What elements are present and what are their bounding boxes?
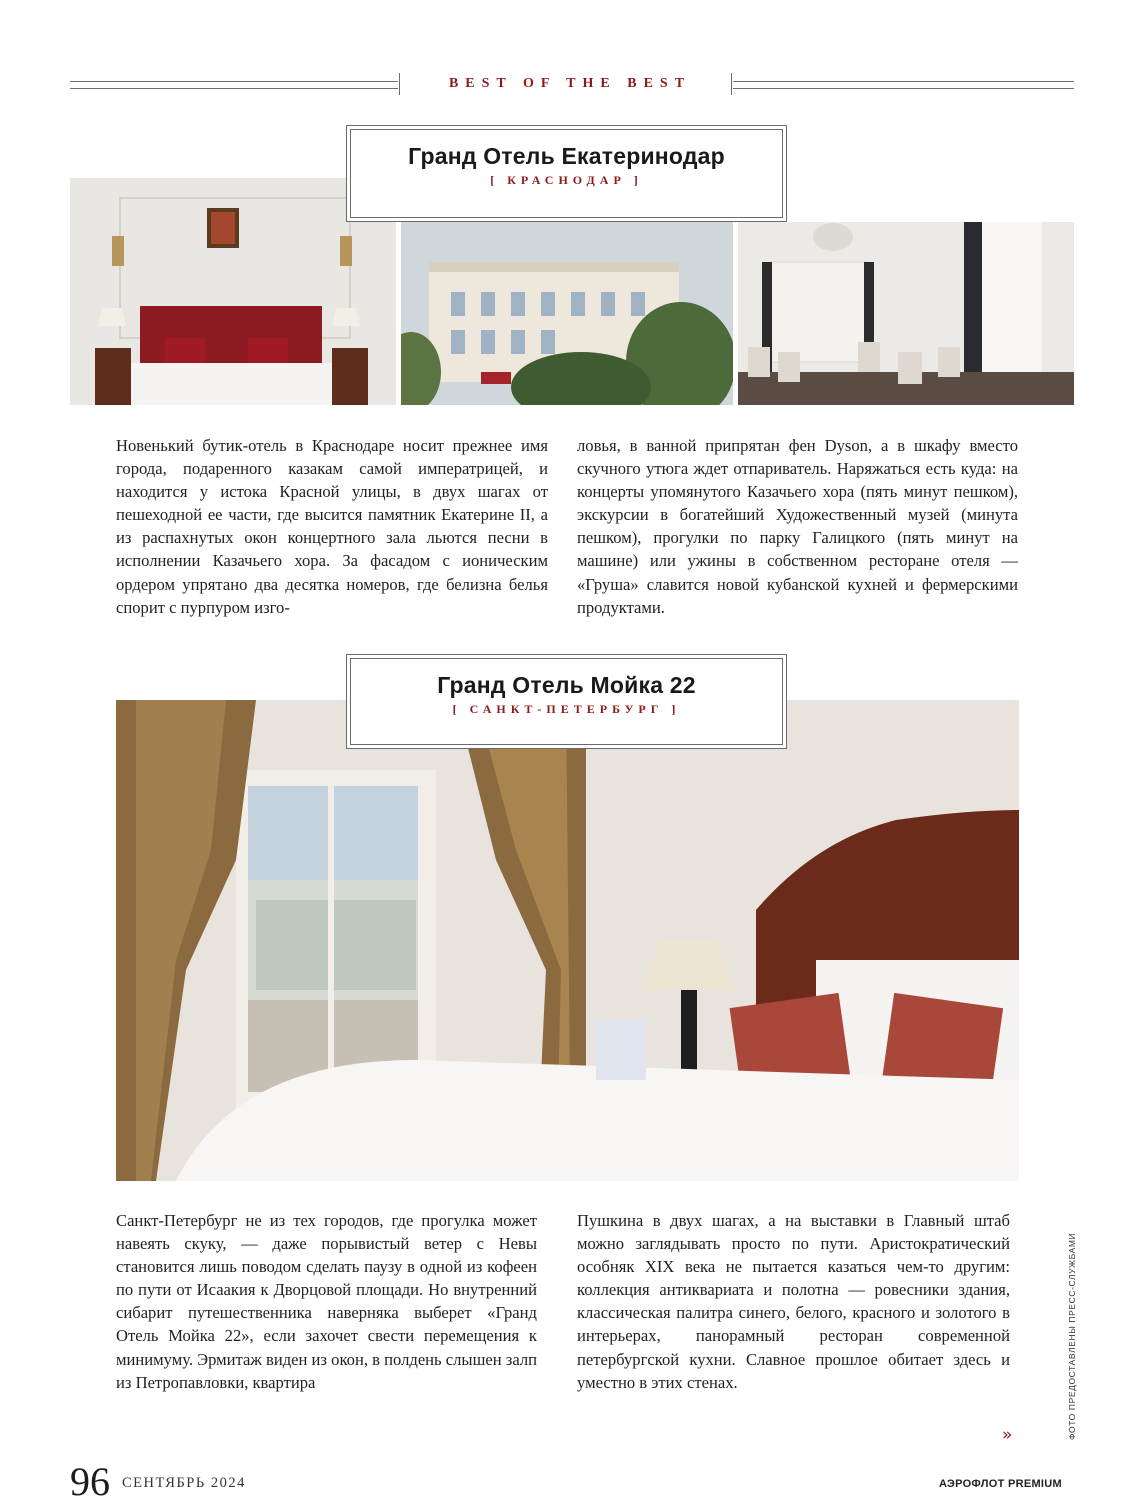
- hotel2-name: Гранд Отель Мойка 22: [437, 672, 696, 698]
- hotel2-text-col2: [577, 1209, 1010, 1394]
- restaurant-photo: [738, 222, 1074, 405]
- moika-bedroom-photo: [116, 700, 1019, 1181]
- hotel1-title-box: [350, 129, 783, 218]
- header-rule-tick-right: [731, 73, 732, 95]
- hotel1-text-col2: [577, 434, 1018, 619]
- hotel2-city: [ САНКТ-ПЕТЕРБУРГ ]: [452, 702, 681, 716]
- hotel1-paragraph-1: Новенький бутик-отель в Краснодаре носит прежнее имя города, подаренного казакам самой императрицей, и находится у истока Красной улицы, в двух шагах от пешеходной ее части, где высится памятник Екатерине II, а из распахнутых окон концертного зала льются песни в исполнении Казачьего хора. За фасадом с ионическим ордером упрятано два десятка номеров, где белизна белья спорит с пурпуром изго-: [116, 436, 548, 617]
- continue-arrow-icon: »: [1002, 1425, 1013, 1445]
- bedroom-photo: [70, 178, 396, 405]
- page-number: 96: [70, 1459, 110, 1504]
- photo-credit: ФОТО ПРЕДОСТАВЛЕНЫ ПРЕСС-СЛУЖБАМИ: [1067, 1232, 1077, 1440]
- hotel1-text-col1: [116, 434, 548, 619]
- hotel2-text-col1: [116, 1209, 537, 1394]
- hotel2-paragraph-2: Пушкина в двух шагах, а на выставки в Главный штаб можно заглядывать просто по пути. Аристократический особняк XIX века не пытается казаться чем-то другим: коллекция антиквариата и полотна — ровесники здания, классическая палитра синего, белого, красного и золотого в интерьерах, панорамный ресторан современной петербургской кухни. Славное прошлое обитает здесь и уместно в этих стенах.: [577, 1211, 1010, 1392]
- hotel1-city: [ КРАСНОДАР ]: [490, 173, 643, 187]
- hotel2-paragraph-1: Санкт-Петербург не из тех городов, где прогулка может навеять скуку, — даже порывистый ветер с Невы становится лишь поводом сделать паузу в одной из кофеен по пути от Исаакия к Дворцовой площади. Но внутренний сибарит путешественника наверняка выберет «Гранд Отель Мойка 22», если захочет свести перемещения к минимуму. Эрмитаж виден из окон, в полдень слышен залп из Петропавловки, квартира: [116, 1211, 537, 1392]
- hotel1-name: Гранд Отель Екатеринодар: [408, 143, 725, 169]
- hotel1-paragraph-2: ловья, в ванной припрятан фен Dyson, а в шкафу вместо скучного утюга ждет отпариватель. Наряжаться есть куда: на концерты упомянутого Казачьего хора (пять минут пешком), экскурсии в богатейший Художественный музей (минута пешком), прогулки по парку Галицкого (пять минут на машине) или ужины в собственном ресторане отеля — «Груша» славится новой кубанской кухней и фермерскими продуктами.: [577, 436, 1018, 617]
- section-label: BEST OF THE BEST: [448, 76, 692, 91]
- header-rule-right: [733, 81, 1074, 89]
- issue-date: СЕНТЯБРЬ 2024: [122, 1475, 246, 1491]
- header-rule-left: [70, 81, 398, 89]
- magazine-brand: АЭРОФЛОТ PREMIUM: [938, 1478, 1062, 1490]
- facade-photo: [401, 222, 733, 405]
- hotel2-title-box: [350, 658, 783, 745]
